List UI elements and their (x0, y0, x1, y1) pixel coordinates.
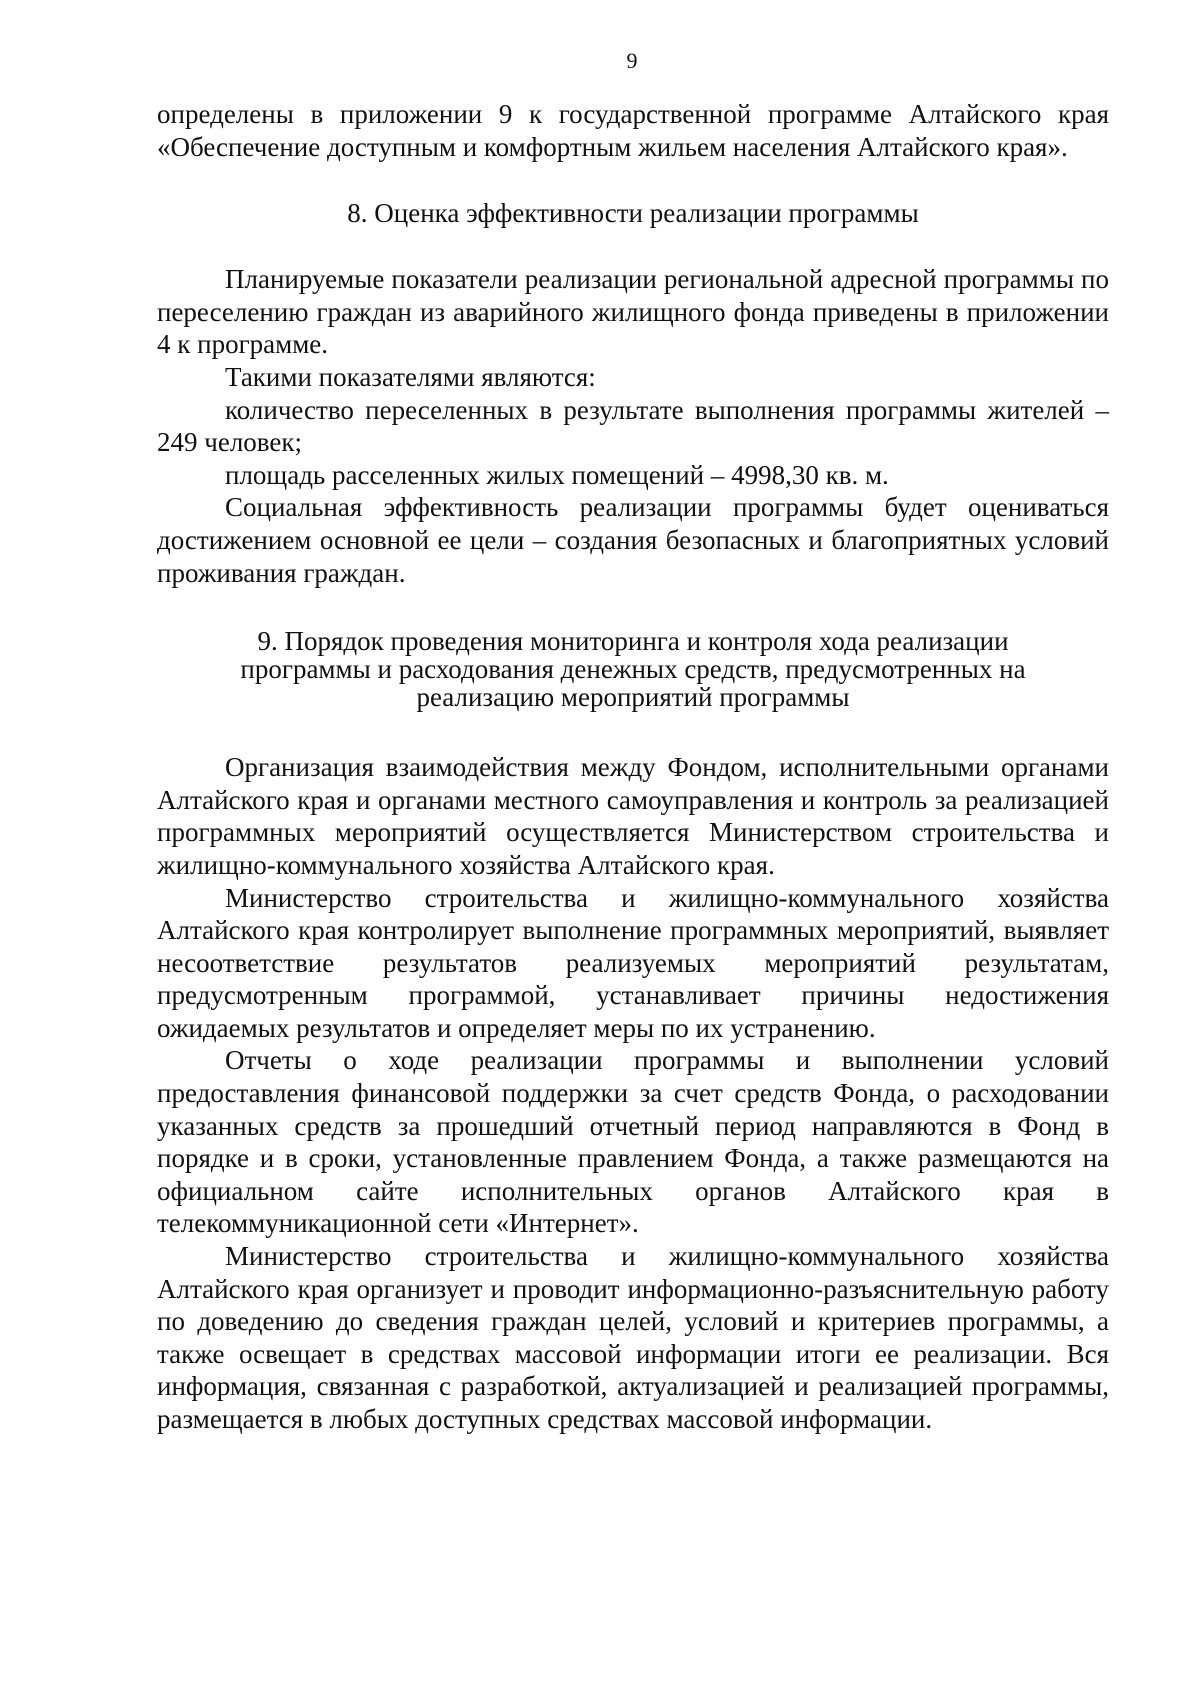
section-8-paragraph: Социальная эффективность реализации программы будет оцениваться достижением основной ее цели – создания безопасных и благоприятных условий проживания граждан. (157, 492, 1109, 588)
document-body (157, 98, 1109, 1436)
section-9-heading-line: программы и расходования денежных средств, предусмотренных на (240, 654, 1026, 685)
section-8-paragraph: Такими показателями являются: (225, 361, 596, 392)
section-9-paragraph: Отчеты о ходе реализации программы и выполнении условий предоставления финансовой поддержки за счет средств Фонда, о расходовании указанных средств за прошедший отчетный период направляются в Фонд в порядке и в сроки, установленные правлением Фонда, а также размещаются на официальном сайте исполнительных органов Алтайского края в телекоммуникационной сети «Интернет». (157, 1045, 1109, 1239)
page-number: 9 (626, 48, 638, 73)
section-9-paragraph: Министерство строительства и жилищно-коммунального хозяйства Алтайского края контролирует выполнение программных мероприятий, выявляет несоответствие результатов реализуемых мероприятий результатам, предусмотренным программой, устанавливает причины недостижения ожидаемых результатов и определяет меры по их устранению. (157, 882, 1109, 1043)
section-8-paragraph: количество переселенных в результате выполнения программы жителей – 249 человек; (157, 394, 1109, 458)
section-9-heading (157, 627, 1109, 711)
section-9-heading-line: реализацию мероприятий программы (416, 682, 850, 713)
section-8-heading: 8. Оценка эффективности реализации программы (347, 198, 919, 229)
section-8-paragraph: Планируемые показатели реализации региональной адресной программы по переселению граждан из аварийного жилищного фонда приведены в приложении 4 к программе. (157, 264, 1109, 360)
section-9-paragraph: Организация взаимодействия между Фондом, исполнительными органами Алтайского края и органами местного самоуправления и контроль за реализацией программных мероприятий осуществляется Министерством строительства и жилищно-коммунального хозяйства Алтайского края. (157, 752, 1109, 880)
section-9-paragraph: Министерство строительства и жилищно-коммунального хозяйства Алтайского края организует и проводит информационно-разъяснительную работу по доведению до сведения граждан целей, условий и критериев программы, а также освещает в средствах массовой информации итоги ее реализации. Вся информация, связанная с разработкой, актуализацией и реализацией программы, размещается в любых доступных средствах массовой информации. (157, 1241, 1109, 1434)
section-8-paragraph: площадь расселенных жилых помещений – 4998,30 кв. м. (225, 459, 889, 490)
intro-paragraph: определены в приложении 9 к государственной программе Алтайского края «Обеспечение доступным и комфортным жильем населения Алтайского края». (157, 99, 1109, 162)
section-9-heading-line: 9. Порядок проведения мониторинга и контроля хода реализации (257, 626, 1009, 657)
